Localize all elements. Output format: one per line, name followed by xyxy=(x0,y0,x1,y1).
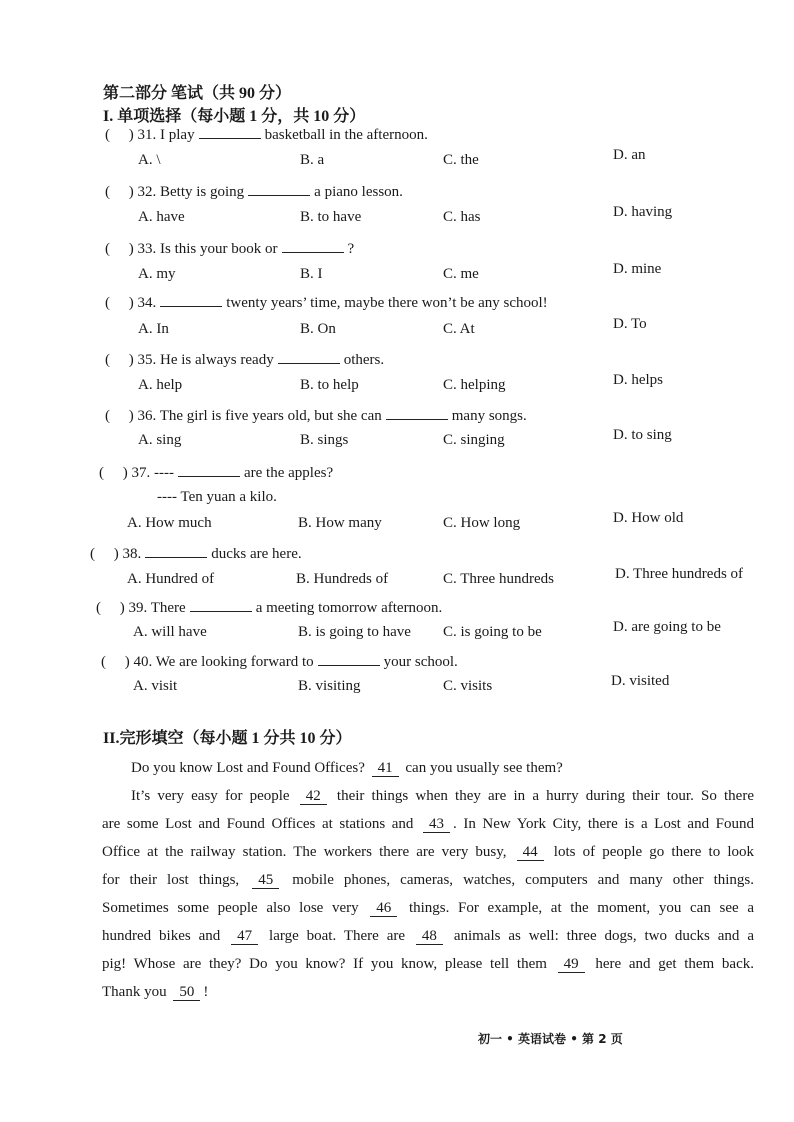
passage-text: Office at the railway station. The workers there are very busy, xyxy=(102,844,514,860)
cloze-blank-number[interactable]: 46 xyxy=(370,900,397,917)
question-stem-end: basketball in the afternoon. xyxy=(264,127,428,143)
answer-bracket[interactable]: ( ) xyxy=(105,408,138,424)
option-a[interactable]: A. my xyxy=(138,266,176,282)
option-d[interactable]: D. are going to be xyxy=(613,619,721,635)
option-d[interactable]: D. Three hundreds of xyxy=(615,566,744,582)
option-c[interactable]: C. has xyxy=(443,209,481,225)
passage-text: lots of people go there to look xyxy=(546,844,754,860)
cloze-passage xyxy=(102,754,754,1006)
question-row xyxy=(105,181,403,201)
option-b[interactable]: B. visiting xyxy=(298,678,361,694)
passage-line xyxy=(102,838,754,866)
question-stem: 38. xyxy=(122,546,142,562)
question-row xyxy=(105,292,548,312)
page-footer: 初一 • 英语试卷 • 第 2 页 xyxy=(478,1032,623,1046)
passage-line xyxy=(102,866,754,894)
passage-text: Do you know Lost and Found Offices? xyxy=(131,760,369,776)
question-stem: 34. xyxy=(137,295,157,311)
option-a[interactable]: A. sing xyxy=(138,432,182,448)
passage-text: animals as well: three dogs, two ducks and a xyxy=(445,928,754,944)
answer-blank xyxy=(145,543,207,558)
option-c[interactable]: C. is going to be xyxy=(443,624,542,640)
question-row xyxy=(105,349,384,369)
dialogue-reply: ---- Ten yuan a kilo. xyxy=(157,489,277,505)
answer-bracket[interactable]: ( ) xyxy=(105,127,138,143)
part-heading: 第二部分 笔试（共 90 分） xyxy=(103,85,292,102)
passage-text: ! xyxy=(203,984,209,1000)
cloze-blank-number[interactable]: 50 xyxy=(173,984,200,1001)
question-stem-end: a piano lesson. xyxy=(314,184,403,200)
option-a[interactable]: A. visit xyxy=(133,678,178,694)
option-c[interactable]: C. the xyxy=(443,152,479,168)
option-d[interactable]: D. visited xyxy=(611,673,670,689)
cloze-blank-number[interactable]: 41 xyxy=(372,760,399,777)
option-c[interactable]: C. Three hundreds xyxy=(443,571,554,587)
option-a[interactable]: A. How much xyxy=(127,515,212,531)
answer-blank xyxy=(282,238,344,253)
question-stem-end: twenty years’ time, maybe there won’t be any school! xyxy=(226,295,548,311)
passage-line xyxy=(102,810,754,838)
question-stem-end: ducks are here. xyxy=(211,546,302,562)
passage-line xyxy=(102,950,754,978)
passage-text: large boat. There are xyxy=(261,928,413,944)
question-stem-end: are the apples? xyxy=(243,465,334,481)
option-d[interactable]: D. having xyxy=(613,204,673,220)
option-d[interactable]: D. helps xyxy=(613,372,663,388)
option-d[interactable]: D. to sing xyxy=(613,427,672,443)
answer-blank xyxy=(190,597,252,612)
answer-bracket[interactable]: ( ) xyxy=(105,184,138,200)
passage-text: It’s very easy for people xyxy=(131,788,297,804)
option-a[interactable]: A. Hundred of xyxy=(127,571,215,587)
option-c[interactable]: C. me xyxy=(443,266,479,282)
question-stem: 39. There xyxy=(128,600,186,616)
question-row xyxy=(105,124,428,144)
answer-blank xyxy=(178,462,240,477)
answer-blank xyxy=(278,349,340,364)
answer-bracket[interactable]: ( ) xyxy=(105,295,138,311)
option-a[interactable]: A. In xyxy=(138,321,169,337)
passage-text: here and get them back. xyxy=(587,956,755,972)
passage-text: can you usually see them? xyxy=(401,760,563,776)
cloze-blank-number[interactable]: 48 xyxy=(416,928,443,945)
question-stem: 36. The girl is five years old, but she can xyxy=(137,408,382,424)
question-row xyxy=(101,651,458,671)
question-stem-end: your school. xyxy=(383,654,458,670)
answer-blank xyxy=(160,292,222,307)
answer-bracket[interactable]: ( ) xyxy=(105,241,138,257)
answer-bracket[interactable]: ( ) xyxy=(105,352,138,368)
option-a[interactable]: A. will have xyxy=(133,624,207,640)
question-stem-end: ? xyxy=(347,241,355,257)
answer-blank xyxy=(386,405,448,420)
passage-text: things. For example, at the moment, you can see a xyxy=(400,900,754,916)
question-row xyxy=(105,405,527,425)
option-b[interactable]: B. a xyxy=(300,152,325,168)
question-stem-end: a meeting tomorrow afternoon. xyxy=(255,600,443,616)
option-c[interactable]: C. singing xyxy=(443,432,505,448)
option-b[interactable]: B. is going to have xyxy=(298,624,411,640)
option-c[interactable]: C. At xyxy=(443,321,475,337)
option-a[interactable]: A. have xyxy=(138,209,185,225)
passage-line xyxy=(102,922,754,950)
option-b[interactable]: B. to have xyxy=(300,209,362,225)
answer-bracket[interactable]: ( ) xyxy=(96,600,129,616)
option-d[interactable]: D. an xyxy=(613,147,646,163)
option-b[interactable]: B. On xyxy=(300,321,336,337)
answer-bracket[interactable]: ( ) xyxy=(101,654,134,670)
section2-heading: II.完形填空（每小题 1 分共 10 分） xyxy=(103,730,352,747)
passage-text: Sometimes some people also lose very xyxy=(102,900,368,916)
answer-blank xyxy=(248,181,310,196)
passage-text: hundred bikes and xyxy=(102,928,229,944)
question-row xyxy=(105,238,354,258)
option-a[interactable]: A. \ xyxy=(138,152,161,168)
passage-text: are some Lost and Found Offices at stations and xyxy=(102,816,420,832)
option-d[interactable]: D. How old xyxy=(613,510,684,526)
passage-line xyxy=(102,782,754,810)
section1-heading: I. 单项选择（每小题 1 分，共 10 分） xyxy=(103,108,366,125)
option-c[interactable]: C. visits xyxy=(443,678,493,694)
option-b[interactable]: B. Hundreds of xyxy=(296,571,389,587)
passage-line xyxy=(102,754,754,782)
passage-text: pig! Whose are they? Do you know? If you know, please tell them xyxy=(102,956,555,972)
question-stem: 33. Is this your book or xyxy=(137,241,278,257)
question-row xyxy=(96,597,442,617)
cloze-blank-number[interactable]: 44 xyxy=(517,844,544,861)
option-d[interactable]: D. mine xyxy=(613,261,662,277)
option-c[interactable]: C. How long xyxy=(443,515,521,531)
question-stem-end: others. xyxy=(343,352,385,368)
option-a[interactable]: A. help xyxy=(138,377,183,393)
question-stem: 35. He is always ready xyxy=(137,352,274,368)
question-stem-end: many songs. xyxy=(451,408,527,424)
passage-text: their things when they are in a hurry during their tour. So there xyxy=(329,788,754,804)
option-d[interactable]: D. To xyxy=(613,316,647,332)
answer-bracket[interactable]: ( ) xyxy=(90,546,123,562)
option-b[interactable]: B. to help xyxy=(300,377,359,393)
question-stem: 31. I play xyxy=(137,127,195,143)
cloze-blank-number[interactable]: 49 xyxy=(558,956,585,973)
cloze-blank-number[interactable]: 42 xyxy=(300,788,327,805)
question-stem: 40. We are looking forward to xyxy=(133,654,314,670)
question-row xyxy=(90,543,302,563)
option-b[interactable]: B. How many xyxy=(298,515,382,531)
passage-text: for their lost things, xyxy=(102,872,250,888)
option-b[interactable]: B. I xyxy=(300,266,323,282)
question-stem: 32. Betty is going xyxy=(137,184,245,200)
option-b[interactable]: B. sings xyxy=(300,432,349,448)
question-stem: 37. ---- xyxy=(131,465,174,481)
answer-blank xyxy=(318,651,380,666)
question-row xyxy=(99,462,333,482)
cloze-blank-number[interactable]: 43 xyxy=(423,816,450,833)
cloze-blank-number[interactable]: 47 xyxy=(231,928,258,945)
passage-line xyxy=(102,894,754,922)
answer-blank xyxy=(199,124,261,139)
cloze-blank-number[interactable]: 45 xyxy=(252,872,279,889)
answer-bracket[interactable]: ( ) xyxy=(99,465,132,481)
passage-text: Thank you xyxy=(102,984,171,1000)
passage-line xyxy=(102,978,754,1006)
passage-text: mobile phones, cameras, watches, computers and many other things. xyxy=(282,872,754,888)
passage-text: . In New York City, there is a Lost and Found xyxy=(453,816,754,832)
option-c[interactable]: C. helping xyxy=(443,377,506,393)
